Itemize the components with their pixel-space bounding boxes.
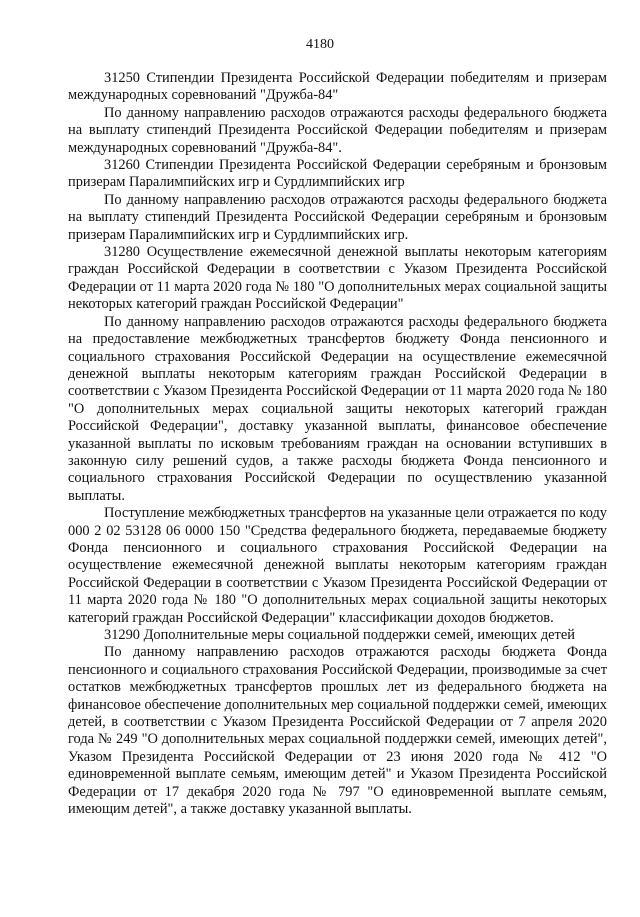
section-heading-31280: 31280 Осуществление ежемесячной денежной выплаты некоторым категориям граждан Российской Федерации в соответствии с Указом Президента Российской Федерации от 11 марта 2020 года № 180 "О дополнительных мерах социальной защиты некоторых категорий граждан Российской Федерации": [68, 244, 607, 313]
section-text-31280: По данному направлению расходов отражаются расходы федерального бюджета на предоставление межбюджетных трансфертов бюджету Фонда пенсионного и социального страхования Российской Федерации на осуществление ежемесячной денежной выплаты некоторым категориям граждан Российской Федерации в соответствии с Указом Президента Российской Федерации от 11 марта 2020 года № 180 "О дополнительных мерах социальной защиты некоторых категорий граждан Российской Федерации", доставку указанной выплаты, финансовое обеспечение указанной выплаты по исковым требованиям граждан на основании вступивших в законную силу решений судов, а также расходы бюджета Фонда пенсионного и социального страхования Российской Федерации по осуществлению указанной выплаты.: [68, 313, 607, 504]
section-text-31250: По данному направлению расходов отражаются расходы федерального бюджета на выплату стипендий Президента Российской Федерации победителям и призерам международных соревнований "Дружба-84".: [68, 104, 607, 156]
page-number: 4180: [306, 37, 334, 52]
document-body: [68, 70, 607, 818]
section-text-31290: По данному направлению расходов отражаются расходы бюджета Фонда пенсионного и социального страхования Российской Федерации, производимые за счет остатков межбюджетных трансфертов прошлых лет из федерального бюджета на финансовое обеспечение дополнительных мер социальной поддержки семей, имеющих детей, в соответствии с Указом Президента Российской Федерации от 7 апреля 2020 года № 249 "О дополнительных мерах социальной поддержки семей, имеющих детей", Указом Президента Российской Федерации от 23 июня 2020 года № 412 "О единовременной выплате семьям, имеющим детей" и Указом Президента Российской Федерации от 17 декабря 2020 года № 797 "О единовременной выплате семьям, имеющим детей", а также доставку указанной выплаты.: [68, 644, 607, 818]
section-text-31260: По данному направлению расходов отражаются расходы федерального бюджета на выплату стипендий Президента Российской Федерации серебряным и бронзовым призерам Паралимпийских игр и Сурдлимпийских игр.: [68, 191, 607, 243]
section-heading-31250: 31250 Стипендии Президента Российской Федерации победителям и призерам международных соревнований "Дружба-84": [68, 70, 607, 104]
section-heading-31260: 31260 Стипендии Президента Российской Федерации серебряным и бронзовым призерам Паралимпийских игр и Сурдлимпийских игр: [68, 157, 607, 191]
section-heading-31290: 31290 Дополнительные меры социальной поддержки семей, имеющих детей: [104, 627, 575, 643]
section-income-code-31280: Поступление межбюджетных трансфертов на указанные цели отражается по коду 000 2 02 53128 06 0000 150 "Средства федерального бюджета, передаваемые бюджету Фонда пенсионного и социального страхования Российской Федерации на осуществление ежемесячной денежной выплаты некоторым категориям граждан Российской Федерации в соответствии с Указом Президента Российской Федерации от 11 марта 2020 года № 180 "О дополнительных мерах социальной защиты некоторых категорий граждан Российской Федерации" классификации доходов бюджетов.: [68, 505, 607, 626]
